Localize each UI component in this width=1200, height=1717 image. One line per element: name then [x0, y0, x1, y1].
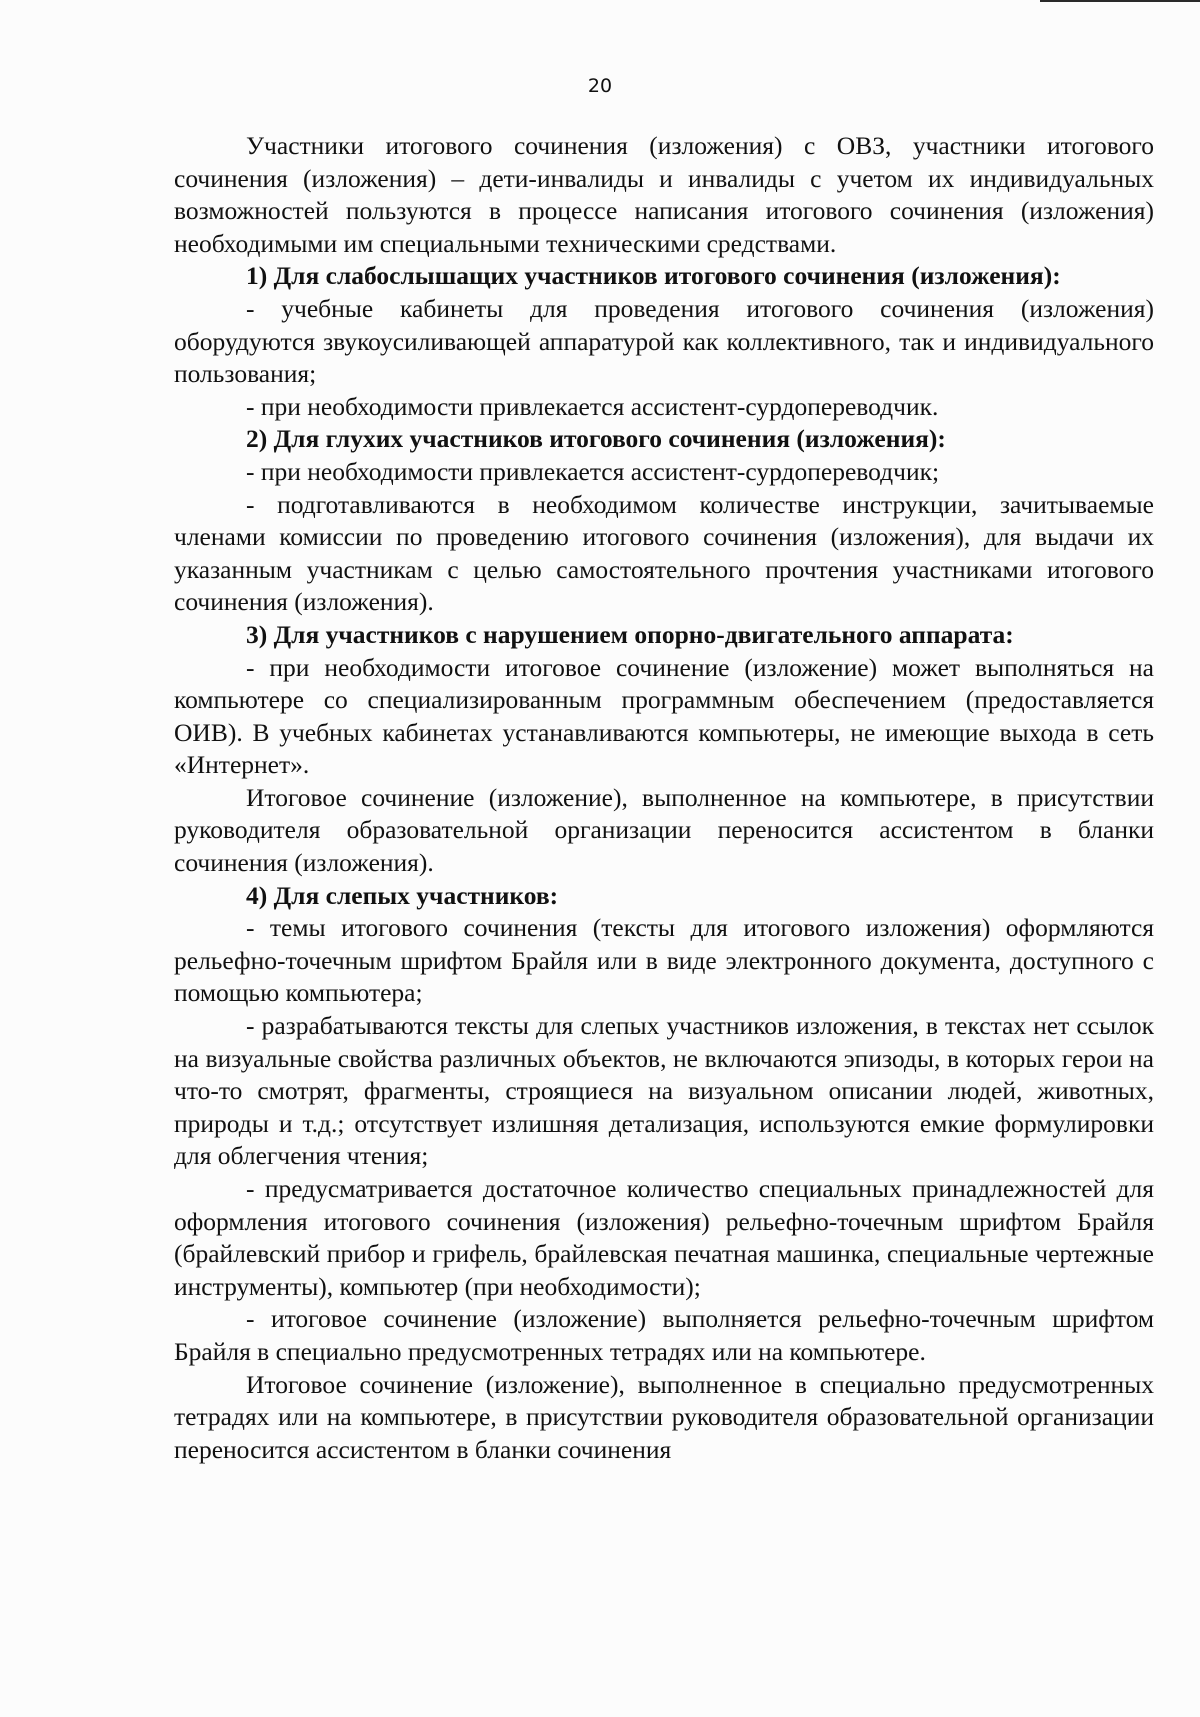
- paragraph-body: Итоговое сочинение (изложение), выполненное в специально предусмотренных тетрадях или на компьютере, в присутствии руководителя образовательной организации переносится ассистентом в бланки сочинения: [174, 1369, 1154, 1464]
- paragraph-item: - при необходимости привлекается ассистент-сурдопереводчик;: [246, 456, 940, 486]
- heading-deaf: 2) Для глухих участников итогового сочинения (изложения):: [246, 424, 946, 454]
- heading-hard-of-hearing: 1) Для слабослышащих участников итогового сочинения (изложения):: [246, 261, 1061, 291]
- heading-musculoskeletal: 3) Для участников с нарушением опорно-двигательного аппарата:: [246, 619, 1014, 649]
- page-number: 20: [587, 75, 613, 97]
- paragraph-item: - учебные кабинеты для проведения итогового сочинения (изложения) оборудуются звукоусиливающей аппаратурой как коллективного, так и индивидуального пользования;: [174, 293, 1154, 389]
- paragraph-body: Итоговое сочинение (изложение), выполненное на компьютере, в присутствии руководителя образовательной организации переносится ассистентом в бланки сочинения (изложения).: [174, 782, 1154, 878]
- paragraph-item: - темы итогового сочинения (тексты для итогового изложения) оформляются рельефно-точечным шрифтом Брайля или в виде электронного документа, доступного с помощью компьютера;: [174, 913, 1154, 1008]
- paragraph-intro: Участники итогового сочинения (изложения) с ОВЗ, участники итогового сочинения (изложения) – дети-инвалиды и инвалиды с учетом их индивидуальных возможностей пользуются в процессе написания итогового сочинения (изложения) необходимыми им специальными техническими средствами.: [174, 131, 1154, 258]
- paragraph-item: - при необходимости итоговое сочинение (изложение) может выполняться на компьютере со специализированным программным обеспечением (предоставляется ОИВ). В учебных кабинетах устанавливаются компьютеры, не имеющие выхода в сеть «Интернет».: [174, 652, 1154, 780]
- paragraph-item: - при необходимости привлекается ассистент-сурдопереводчик.: [246, 391, 939, 421]
- paragraph-item: - предусматривается достаточное количество специальных принадлежностей для оформления итогового сочинения (изложения) рельефно-точечным шрифтом Брайля (брайлевский прибор и грифель, брайлевская печатная машинка, специальные чертежные инструменты), компьютер (при необходимости);: [174, 1174, 1154, 1301]
- paragraph-item: - разрабатываются тексты для слепых участников изложения, в текстах нет ссылок на визуальные свойства различных объектов, не включаются эпизоды, в которых герои на что-то смотрят, фрагменты, строящиеся на визуальном описании людей, животных, природы и т.д.; отсутствует излишняя детализация, используются емкие формулировки для облегчения чтения;: [174, 1011, 1154, 1171]
- document-body: [174, 130, 1154, 1466]
- paragraph-item: - итоговое сочинение (изложение) выполняется рельефно-точечным шрифтом Брайля в специально предусмотренных тетрадях или на компьютере.: [174, 1304, 1154, 1366]
- scan-edge-line: [1040, 0, 1200, 2]
- paragraph-item: - подготавливаются в необходимом количестве инструкции, зачитываемые членами комиссии по проведению итогового сочинения (изложения), для выдачи их указанным участникам с целью самостоятельного прочтения участниками итогового сочинения (изложения).: [174, 489, 1154, 617]
- heading-blind: 4) Для слепых участников:: [246, 880, 559, 910]
